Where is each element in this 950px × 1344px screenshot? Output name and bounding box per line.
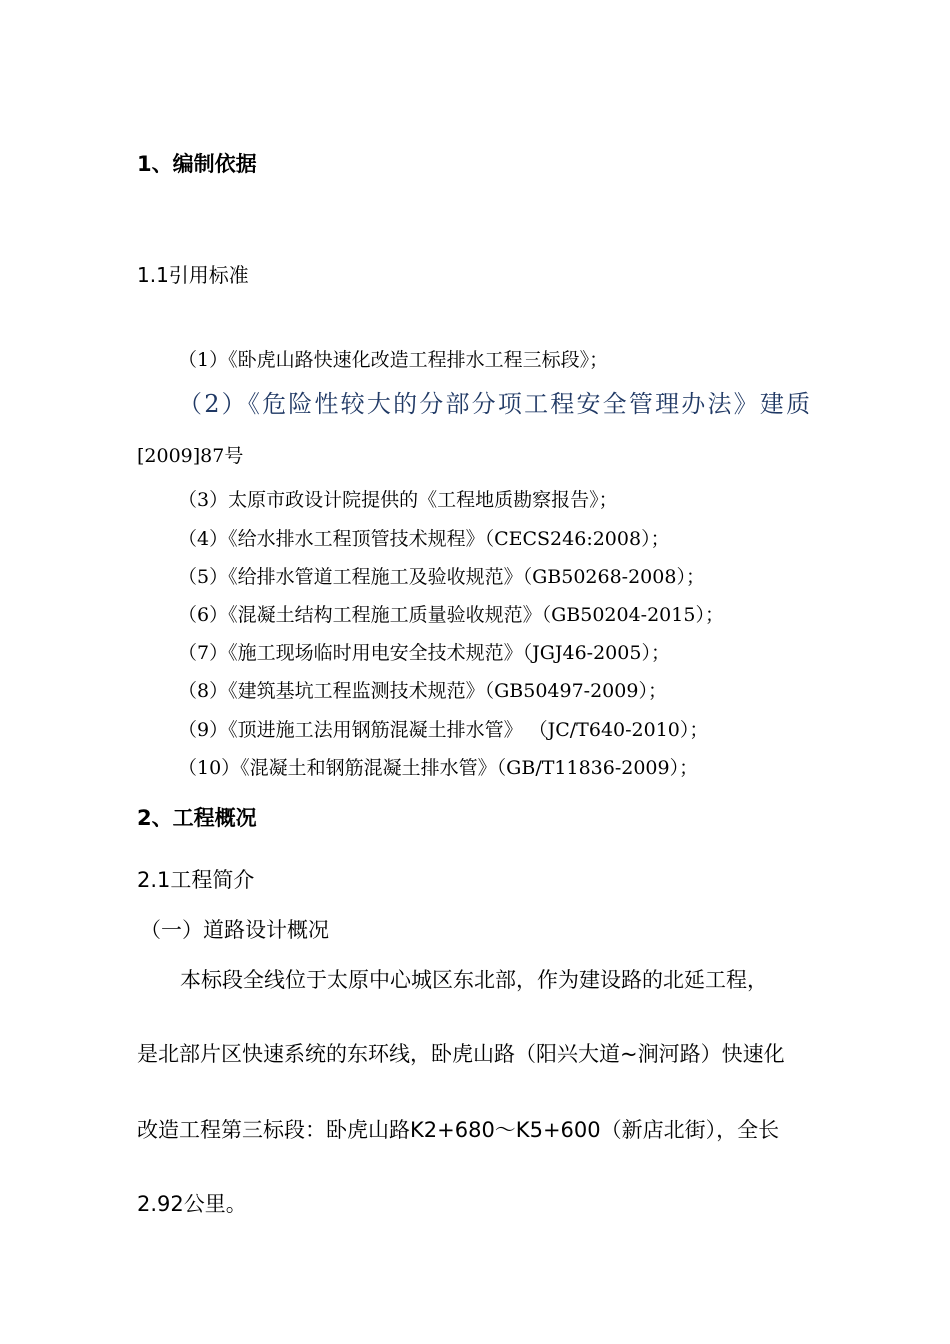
reference-item-2: （2）《危险性较大的分部分项工程安全管理办法》建质 xyxy=(178,390,813,418)
section-2-1-heading: 2.1工程简介 xyxy=(137,868,255,892)
section-1-1-heading: 1.1引用标准 xyxy=(137,263,249,287)
reference-item-8: （8）《建筑基坑工程监测技术规范》（GB50497-2009）； xyxy=(178,680,667,702)
reference-item-3: （3）太原市政设计院提供的《工程地质勘察报告》； xyxy=(178,489,618,511)
reference-item-10: （10）《混凝土和钢筋混凝土排水管》（GB/T11836-2009）； xyxy=(178,757,699,779)
paragraph-line-3: 改造工程第三标段：卧虎山路K2+680～K5+600（新店北街），全长 xyxy=(137,1118,780,1142)
subsection-road-design-heading: （一）道路设计概况 xyxy=(140,918,329,942)
paragraph-line-4: 2.92公里。 xyxy=(137,1192,247,1216)
paragraph-line-1: 本标段全线位于太原中心城区东北部，作为建设路的北延工程， xyxy=(180,968,768,992)
reference-item-4: （4）《给水排水工程顶管技术规程》（CECS246:2008）； xyxy=(178,528,670,550)
reference-item-1: （1）《卧虎山路快速化改造工程排水工程三标段》； xyxy=(178,349,609,371)
reference-item-2-continuation: [2009]87号 xyxy=(137,445,244,467)
section-2-heading: 2、工程概况 xyxy=(137,806,257,830)
reference-item-9: （9）《顶进施工法用钢筋混凝土排水管》 （JC/T640-2010）； xyxy=(178,719,709,741)
reference-item-7: （7）《施工现场临时用电安全技术规范》（JGJ46-2005）； xyxy=(178,642,670,664)
section-1-heading: 1、编制依据 xyxy=(137,152,257,176)
reference-item-5: （5）《给排水管道工程施工及验收规范》（GB50268-2008）； xyxy=(178,566,705,588)
reference-item-6: （6）《混凝土结构工程施工质量验收规范》（GB50204-2015）； xyxy=(178,604,724,626)
paragraph-line-2: 是北部片区快速系统的东环线，卧虎山路（阳兴大道~涧河路）快速化 xyxy=(137,1042,785,1066)
